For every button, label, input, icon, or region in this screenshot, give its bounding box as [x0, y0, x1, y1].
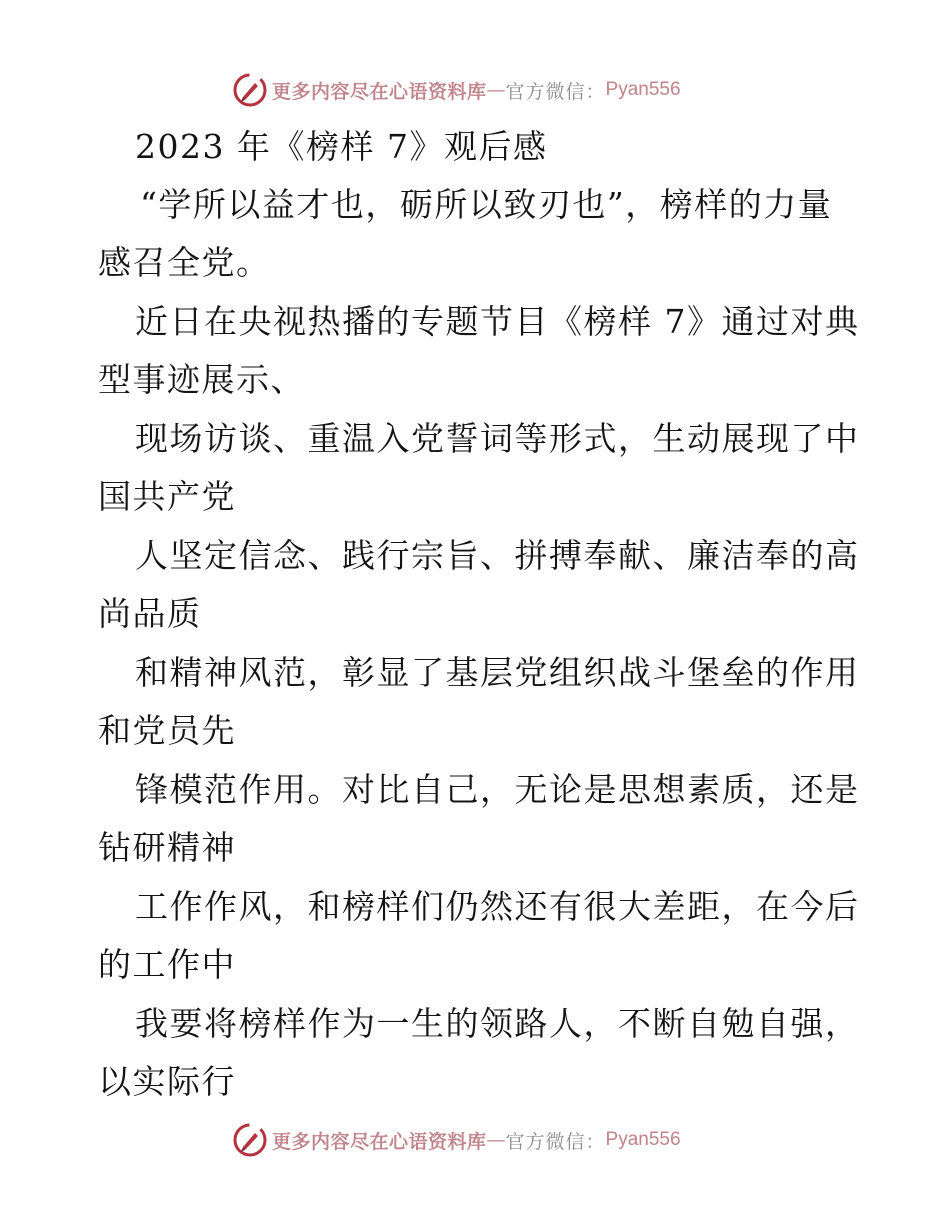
watermark-label: 官方微信： — [505, 1130, 606, 1153]
text-line: 感召全党。 — [98, 243, 271, 282]
watermark-dash: — — [486, 79, 506, 101]
document-title: 2023 年《榜样 7》观后感 — [135, 127, 548, 166]
text-line: 钻研精神 — [98, 828, 236, 867]
watermark-account: Pyan556 — [605, 79, 681, 100]
watermark-banner-top — [232, 70, 681, 110]
watermark-label: 官方微信： — [505, 80, 606, 103]
text-line: 以实际行 — [98, 1062, 236, 1101]
text-line: 工作作风，和榜样们仍然还有很大差距，在今后 — [135, 887, 860, 926]
watermark-text: 更多内容尽在心语资料库 — [272, 1130, 487, 1153]
text-line: 的工作中 — [98, 945, 236, 984]
watermark-account: Pyan556 — [605, 1129, 681, 1150]
text-line: 尚品质 — [98, 594, 202, 633]
text-line: 人坚定信念、践行宗旨、拼搏奉献、廉洁奉的高 — [135, 536, 860, 575]
text-line: 锋模范作用。对比自己，无论是思想素质，还是 — [135, 770, 860, 809]
watermark-dash: — — [486, 1129, 506, 1151]
watermark-banner-bottom — [232, 1120, 681, 1160]
text-line: 和党员先 — [98, 711, 236, 750]
text-line: 现场访谈、重温入党誓词等形式，生动展现了中 — [135, 419, 860, 458]
pen-circle-logo-icon — [232, 72, 268, 108]
pen-circle-logo-icon — [232, 1122, 268, 1158]
text-line: 和精神风范，彰显了基层党组织战斗堡垒的作用 — [135, 653, 860, 692]
watermark-text: 更多内容尽在心语资料库 — [272, 80, 487, 103]
text-line: 我要将榜样作为一生的领路人，不断自勉自强， — [135, 1004, 860, 1043]
text-line: 型事迹展示、 — [98, 360, 305, 399]
text-line: “学所以益才也，砺所以致刃也”，榜样的力量 — [140, 185, 833, 224]
text-line: 国共产党 — [98, 477, 236, 516]
text-line: 近日在央视热播的专题节目《榜样 7》通过对典 — [135, 302, 860, 341]
